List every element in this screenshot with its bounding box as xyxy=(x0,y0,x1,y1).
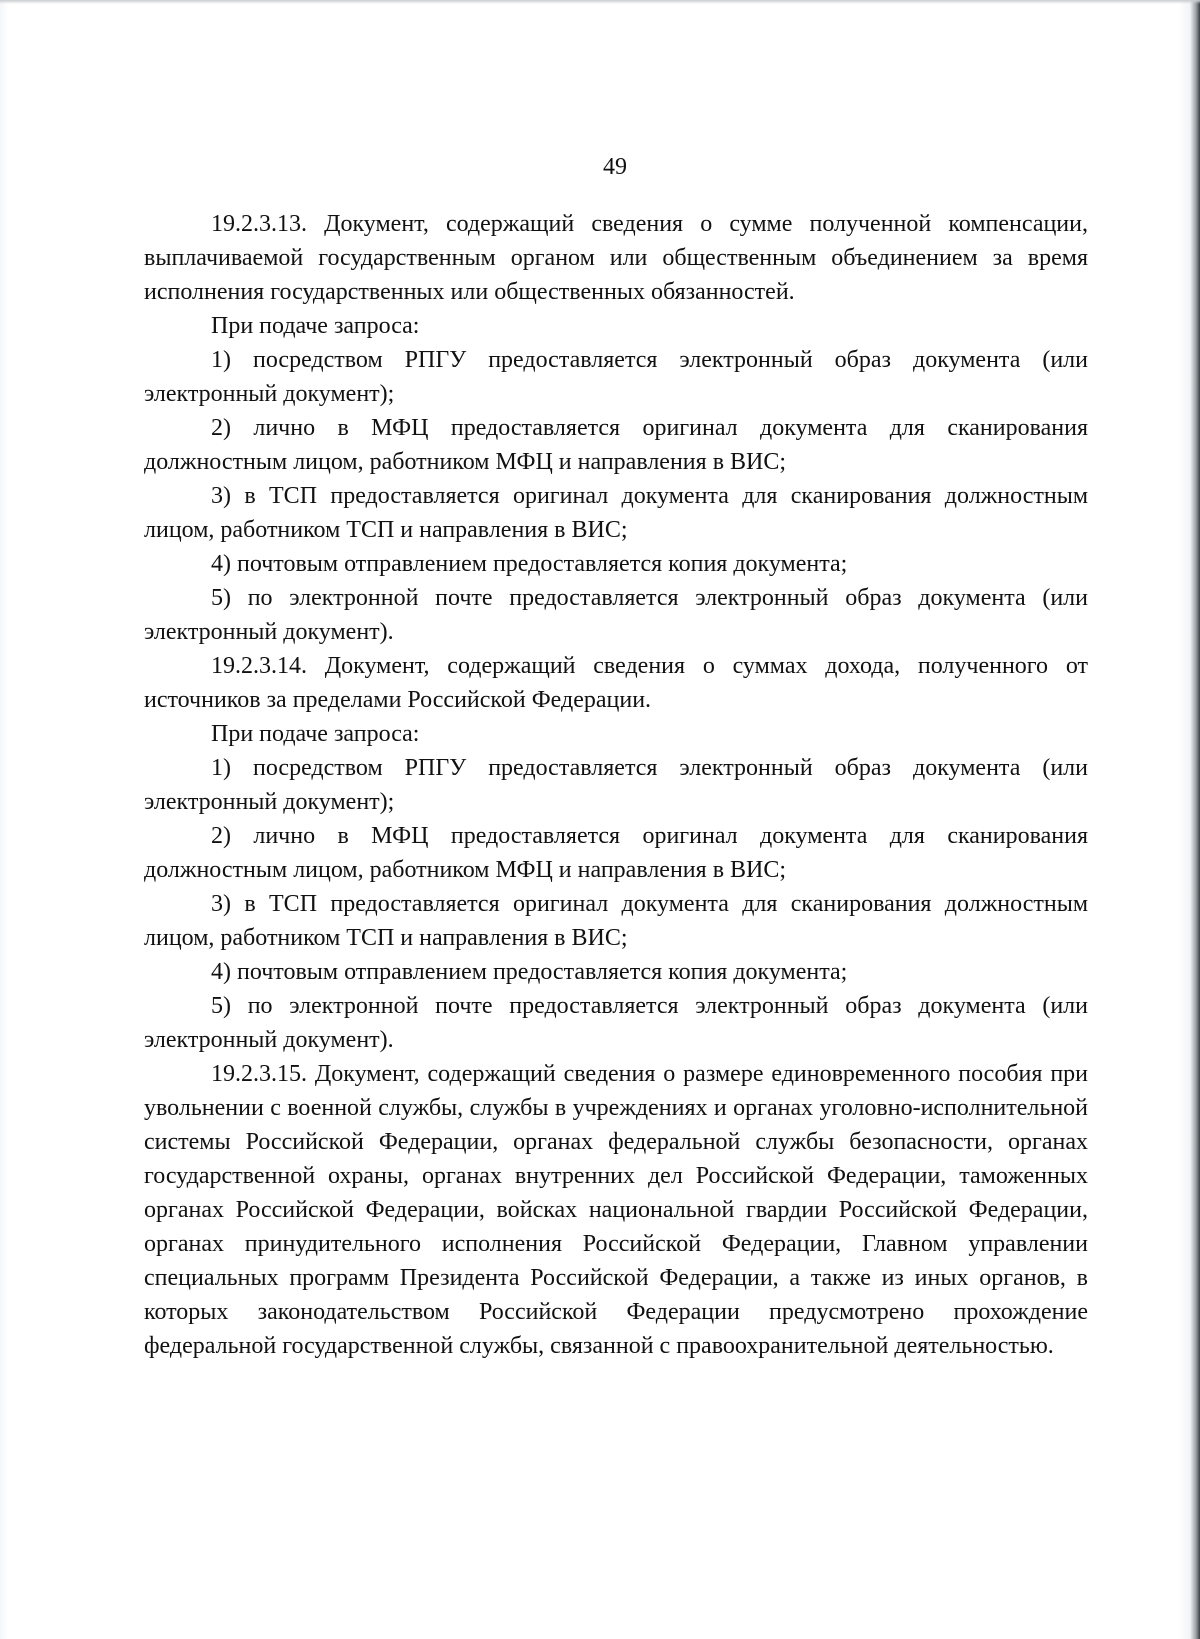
submission-heading: При подаче запроса: xyxy=(211,721,420,747)
clause-19-2-3-15: 19.2.3.15. Документ, содержащий сведения о размере единовременного пособия при увольнении с военной службы, службы в учреждениях и органах уголовно-исполнительной системы Российской Федерации, органах федеральной службы безопасности, органах государственной охраны, органах внутренних дел Российской Федерации, таможенных органах Российской Федерации, войсках национальной гвардии Российской Федерации, органах принудительного исполнения Российской Федерации, Главном управлении специальных программ Президента Российской Федерации, а также из иных органов, в которых законодательством Российской Федерации предусмотрено прохождение федеральной государственной службы, связанной с правоохранительной деятельностью. xyxy=(144,1061,1088,1359)
clause-19-2-3-13: 19.2.3.13. Документ, содержащий сведения о сумме полученной компенсации, выплачиваемой государственным органом или общественным объединением за время исполнения государственных или общественных обязанностей. xyxy=(144,211,1088,305)
list-item: 2) лично в МФЦ предоставляется оригинал документа для сканирования должностным лицом, работником МФЦ и направления в ВИС; xyxy=(144,823,1088,883)
list-item: 5) по электронной почте предоставляется электронный образ документа (или электронный документ). xyxy=(144,993,1088,1053)
list-item: 2) лично в МФЦ предоставляется оригинал документа для сканирования должностным лицом, работником МФЦ и направления в ВИС; xyxy=(144,415,1088,475)
scan-top-edge xyxy=(0,0,1200,4)
list-item: 4) почтовым отправлением предоставляется копия документа; xyxy=(211,551,848,577)
list-item: 1) посредством РПГУ предоставляется электронный образ документа (или электронный документ); xyxy=(144,755,1088,815)
list-item: 4) почтовым отправлением предоставляется копия документа; xyxy=(211,959,848,985)
list-item: 3) в ТСП предоставляется оригинал документа для сканирования должностным лицом, работником ТСП и направления в ВИС; xyxy=(144,891,1088,951)
list-item: 1) посредством РПГУ предоставляется электронный образ документа (или электронный документ); xyxy=(144,347,1088,407)
list-item: 5) по электронной почте предоставляется электронный образ документа (или электронный документ). xyxy=(144,585,1088,645)
document-body xyxy=(144,207,1088,1363)
clause-19-2-3-14: 19.2.3.14. Документ, содержащий сведения о суммах дохода, полученного от источников за пределами Российской Федерации. xyxy=(144,653,1088,713)
list-item: 3) в ТСП предоставляется оригинал документа для сканирования должностным лицом, работником ТСП и направления в ВИС; xyxy=(144,483,1088,543)
submission-heading: При подаче запроса: xyxy=(211,313,420,339)
page-number: 49 xyxy=(603,154,627,180)
